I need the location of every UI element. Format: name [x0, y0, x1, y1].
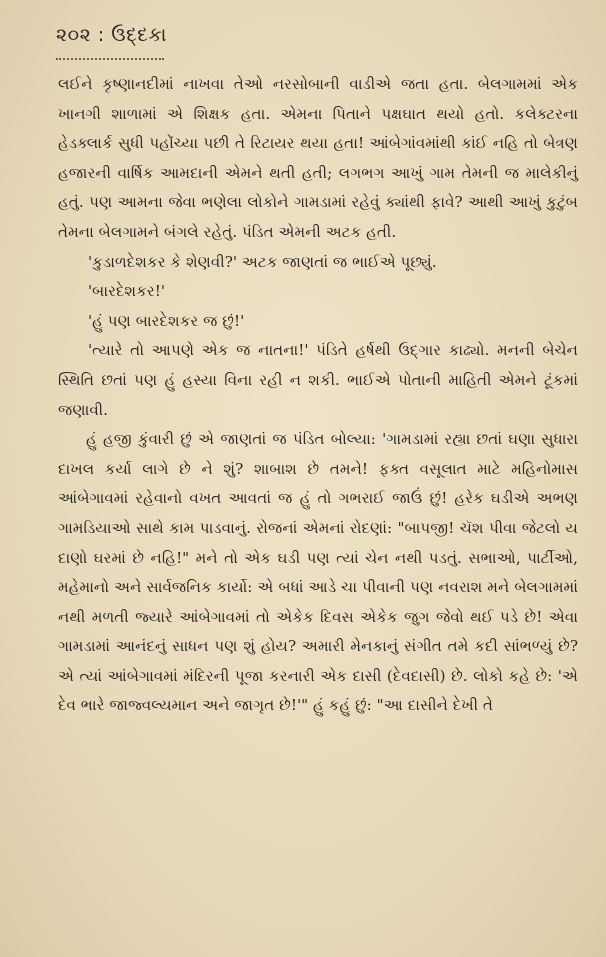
header-divider: [56, 52, 164, 60]
paragraph-5: 'ત્યારે તો આપણે એક જ નાતના!' પંડિતે હર્ષથી ઉદ્ગાર કાઢ્યો. મનની બેચેન સ્થિતિ છતાં પણ હું હસ્યા વિના રહી ન શકી. ભાઈએ પોતાની માહિતી એમને ટૂંકમાં જણાવી.: [58, 341, 578, 419]
paragraph-3: 'બારદેશકર!': [88, 282, 165, 301]
paragraph-4: 'હું પણ બારદેશકર જ છું!': [88, 311, 245, 330]
paragraph-2: 'કુડાળદેશકર કે શેણવી?' અટક જાણતાં જ ભાઈએ પૂછ્યું.: [88, 252, 437, 271]
page-body-text: [58, 70, 578, 721]
paragraph-6: હું હજી કુંવારી છું એ જાણતાં જ પંડિત બોલ્યા: 'ગામડામાં રહ્યા છતાં ઘણા સુધારા દાખલ કર્યા લાગે છે ને શું? શાબાશ છે તમને! ફક્ત વસૂલાત માટે મહિનોમાસ આંબેગાવમાં રહેવાનો વખત આવતાં જ હું તો ગભરાઈ જાઉં છું! હરેક ઘડીએ અભણ ગામડિયાઓ સાથે કામ પાડવાનું. રોજનાં એમનાં રોદણાં: "બાપજી! ચૅશ પીવા જેટલો ય દાણો ઘરમાં છે નહિ!" મને તો એક ઘડી પણ ત્યાં ચેન નથી પડતું. સભાઓ, પાર્ટીઓ, મહેમાનો અને સાર્વજનિક કાર્યો: એ બધાં આડે ચા પીવાની પણ નવરાશ મને બેલગામમાં નથી મળતી જ્યારે આંબેગાવમાં તો એકેક દિવસ એકેક જુગ જેવો થઈ પડે છે! એવા ગામડામાં આનંદનું સાધન પણ શું હોય? અમારી મેનકાનું સંગીત તમે કદી સાંભળ્યું છે? એ ત્યાં આંબેગાવમાં મંદિરની પૂજા કરનારી એક દાસી (દેવદાસી) છે. લોકો કહે છે: 'એ દેવ ભારે જાજ્વલ્યમાન અને જાગૃત છે!'" હું કહું છું: "આ દાસીને દેખી તે: [58, 430, 578, 715]
paragraph-1: લઈને કૃષ્ણાનદીમાં નાખવા તેઓ નરસોબાની વાડીએ જતા હતા. બેલગામમાં એક ખાનગી શાળામાં એ શિક્ષક હતા. એમના પિતાને પક્ષઘાત થયો હતો. કલેક્ટરના હેડક્લાર્ક સુધી પહોંચ્યા પછી તે રિટાયર થયા હતા! આંબેગાંવમાંથી કાંઈ નહિ તો બેત્રણ હજારની વાર્ષિક આમદાની એમને થતી હતી; લગભગ આખું ગામ તેમની જ માલેકીનું હતું. પણ આમના જેવા ભણેલા લોકોને ગામડામાં રહેવું ક્યાંથી ફાવે? આથી આખું કુટુંબ તેમના બેલગામને બંગલે રહેતું. પંડિત એમની અટક હતી.: [58, 75, 578, 241]
page-header: ૨૦૨ : ઉદ્દકા: [56, 24, 167, 46]
